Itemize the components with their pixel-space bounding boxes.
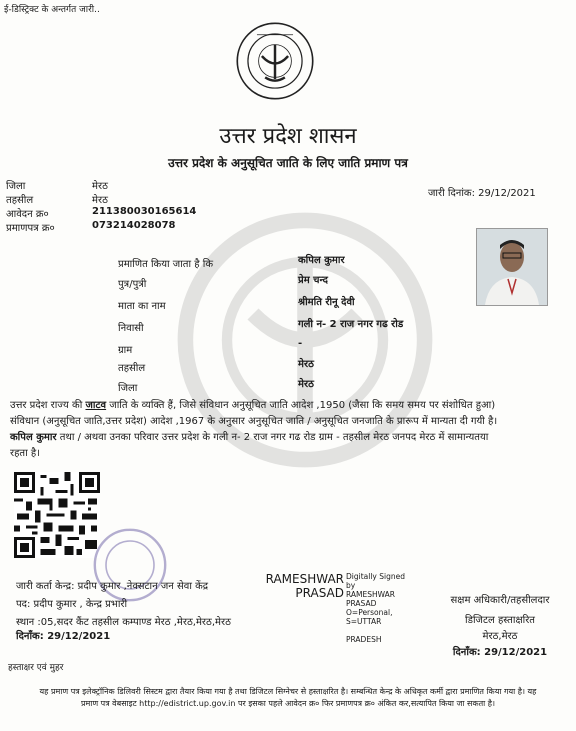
field-label-certified: प्रमाणित किया जाता है कि xyxy=(118,259,214,270)
authority-date: दिनाँक: 29/12/2021 xyxy=(452,647,548,658)
caste-name: जाटव xyxy=(85,400,107,411)
field-label-district: जिला xyxy=(118,383,138,394)
tehsil-label: तहसील xyxy=(6,195,34,206)
issuer-date: दिनाँक: 29/12/2021 xyxy=(16,631,111,642)
issuer-center: जारी कर्ता केन्द्र: प्रदीप कुमार ,नेक्सटान जन सेवा केंद्र xyxy=(16,581,209,592)
up-government-emblem xyxy=(234,20,316,102)
issuer-place: स्थान :05,सदर कैंट तहसील कम्पाण्ड मेरठ ,मेरठ,मेरठ,मेरठ xyxy=(16,617,231,628)
signer-name: RAMESHWAR PRASAD xyxy=(265,572,344,600)
field-value-district: मेरठ xyxy=(298,379,314,390)
qr-code xyxy=(14,472,100,558)
page-subtitle: उत्तर प्रदेश के अनुसूचित जाति के लिए जाति प्रमाण पत्र xyxy=(168,156,408,170)
field-value-father: प्रेम चन्द xyxy=(298,275,328,286)
field-value-mother: श्रीमति रीनू देवी xyxy=(298,297,355,308)
footer-note xyxy=(8,686,568,710)
footer-line: यह प्रमाण पत्र इलेक्ट्रॉनिक डिलिवरी सिस्टम द्वारा तैयार किया गया है तथा डिजिटल सिग्नेचर से हस्ताक्षरित है। सम्बन्धित केन्द्र के अधिकृत कर्मी द्वारा प्रमाणित किया गया है। यह xyxy=(39,687,537,696)
field-value-resident: गली न- 2 राज नगर गढ रोड xyxy=(298,319,404,330)
statement-text: जाति के व्यक्ति हैं, जिसे संविधान अनुसूचित जाति आदेश ,1950 (जैसा कि समय समय पर संशोधित हुआ) xyxy=(109,400,496,411)
application-no-label: आवेदन क्र० xyxy=(6,209,49,220)
statement-line-3 xyxy=(10,430,566,446)
applicant-photo xyxy=(476,228,548,306)
issue-date: जारी दिनांक: 29/12/2021 xyxy=(428,188,536,199)
field-value-village: - xyxy=(298,338,303,349)
statement-line-1 xyxy=(10,398,566,414)
statement-text: तथा / अथवा उनका परिवार उत्तर प्रदेश के गली न- 2 राज नगर गढ रोड ग्राम - तहसील मेरठ जनपद मेरठ में सामान्यतया xyxy=(59,432,489,443)
footer-line: प्रमाण पत्र वेबसाइट http://edistrict.up.gov.in पर इसका पहले आवेदन क्र० फिर प्रमाणपत्र क्र० अंकित कर,सत्यापित किया जा सकता है। xyxy=(80,699,496,708)
sig-line: Digitally Signed by xyxy=(346,572,405,590)
sig-line: O=Personal, xyxy=(346,608,393,617)
statement-line-4: रहता है। xyxy=(10,448,40,459)
tehsil-value: मेरठ xyxy=(92,195,108,206)
office-stamp xyxy=(90,525,170,605)
authority-place: मेरठ,मेरठ xyxy=(482,631,518,642)
certificate-statement xyxy=(10,398,566,462)
authority-signed: डिजिटल हस्ताक्षरित xyxy=(465,615,535,626)
sig-line: PRASAD xyxy=(346,599,377,608)
authority-title: सक्षम अधिकारी/तहसीलदार xyxy=(450,595,550,606)
sig-line: PRADESH xyxy=(346,635,382,644)
statement-text: उत्तर प्रदेश राज्य की xyxy=(10,400,83,411)
application-no-value: 211380030165614 xyxy=(92,206,197,217)
certificate-no-label: प्रमाणपत्र क्र० xyxy=(6,223,55,234)
sig-spacer xyxy=(346,626,416,635)
field-value-tehsil: मेरठ xyxy=(298,359,314,370)
sign-and-seal-label: हस्ताक्षर एवं मुहर xyxy=(8,663,64,673)
field-value-name: कपिल कुमार xyxy=(298,255,345,266)
district-value: मेरठ xyxy=(92,181,108,192)
applicant-name-inline: कपिल कुमार xyxy=(10,432,57,443)
top-note: ई-डिस्ट्रिक्ट के अन्तर्गत जारी.. xyxy=(4,5,100,15)
sig-line: S=UTTAR xyxy=(346,617,382,626)
field-label-tehsil: तहसील xyxy=(118,363,146,374)
digital-signature-details xyxy=(346,572,416,644)
sig-line: RAMESHWAR xyxy=(346,590,395,599)
district-label: जिला xyxy=(6,181,26,192)
issuer-post: पद: प्रदीप कुमार , केन्द्र प्रभारी xyxy=(16,599,128,610)
statement-line-2: संविधान (अनुसूचित जाति,उत्तर प्रदेश) आदेश ,1967 के अनुसार अनुसूचित जाति / अनुसूचित जनजाति के प्रारूप में मान्यता दी गयी है। xyxy=(10,416,498,427)
field-label-child-of: पुत्र/पुत्री xyxy=(118,279,147,290)
page-title: उत्तर प्रदेश शासन xyxy=(219,124,357,149)
field-label-mother: माता का नाम xyxy=(118,301,166,312)
field-label-village: ग्राम xyxy=(118,345,133,356)
field-label-resident: निवासी xyxy=(118,323,144,334)
certificate-no-value: 073214028078 xyxy=(92,220,176,231)
